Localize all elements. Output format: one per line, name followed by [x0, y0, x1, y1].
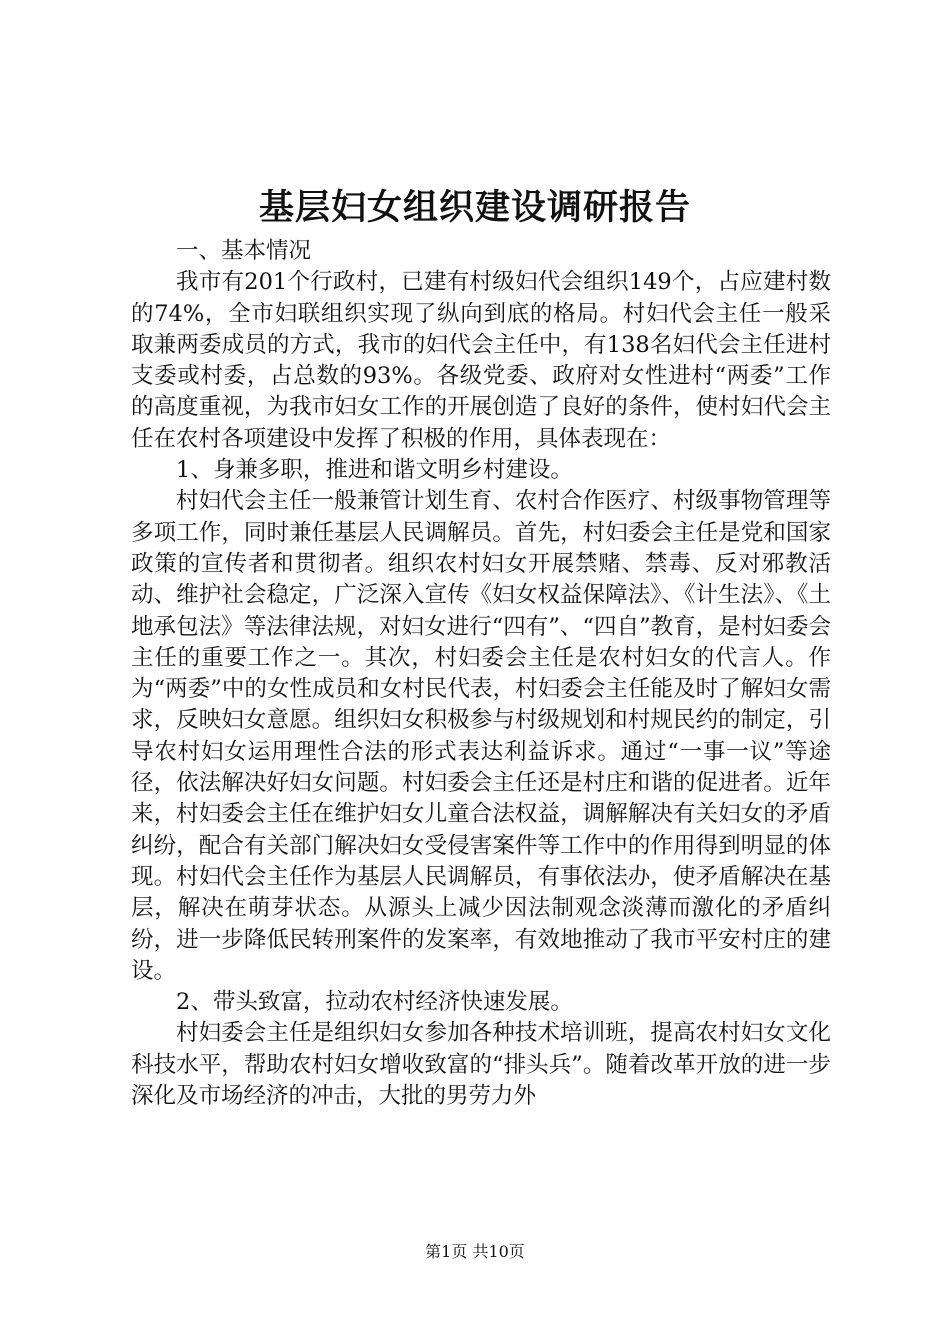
subheading-item-2: 2、带头致富，拉动农村经济快速发展。: [176, 989, 573, 1016]
page-number-footer: 第1页 共10页: [425, 1242, 525, 1261]
paragraph-item-1: 村妇代会主任一般兼管计划生育、农村合作医疗、村级事物管理等多项工作，同时兼任基层人民调解员。首先，村妇委会主任是党和国家政策的宣传者和贯彻者。组织农村妇女开展禁赌、禁毒、反对邪教活动、维护社会稳定，广泛深入宣传《妇女权益保障法》、《计生法》、《土地承包法》等法律法规，对妇女进行“四有”、“四自”教育，是村妇委会主任的重要工作之一。其次，村妇委会主任是农村妇女的代言人。作为“两委”中的女性成员和女村民代表，村妇委会主任能及时了解妇女需求，反映妇女意愿。组织妇女积极参与村级规划和村规民约的制定，引导农村妇女运用理性合法的形式表达利益诉求。通过“一事一议”等途径，依法解决好妇女问题。村妇委会主任还是村庄和谐的促进者。近年来，村妇委会主任在维护妇女儿童合法权益，调解解决有关妇女的矛盾纠纷，配合有关部门解决妇女受侵害案件等工作中的作用得到明显的体现。村妇代会主任作为基层人民调解员，有事依法办，使矛盾解决在基层，解决在萌芽状态。从源头上减少因法制观念淡薄而激化的矛盾纠纷，进一步降低民转刑案件的发案率，有效地推动了我市平安村庄的建设。: [131, 488, 831, 984]
paragraph-overview: 我市有201个行政村，已建有村级妇代会组织149个，占应建村数的74%，全市妇联组织实现了纵向到底的格局。村妇代会主任一般采取兼两委成员的方式，我市的妇代会主任中，有138名妇代会主任进村支委或村委，占总数的93%。各级党委、政府对女性进村“两委”工作的高度重视，为我市妇女工作的开展创造了良好的条件，使村妇代会主任在农村各项建设中发挥了积极的作用，具体表现在：: [131, 269, 831, 452]
document-body: [131, 236, 831, 1112]
document-title: 基层妇女组织建设调研报告: [258, 187, 691, 228]
section-heading-basic-situation: 一、基本情况: [176, 238, 312, 264]
subheading-item-1: 1、身兼多职，推进和谐文明乡村建设。: [176, 457, 573, 484]
paragraph-item-2: 村妇委会主任是组织妇女参加各种技术培训班，提高农村妇女文化科技水平，帮助农村妇女增收致富的“排头兵”。随着改革开放的进一步深化及市场经济的冲击，大批的男劳力外: [131, 1020, 831, 1110]
